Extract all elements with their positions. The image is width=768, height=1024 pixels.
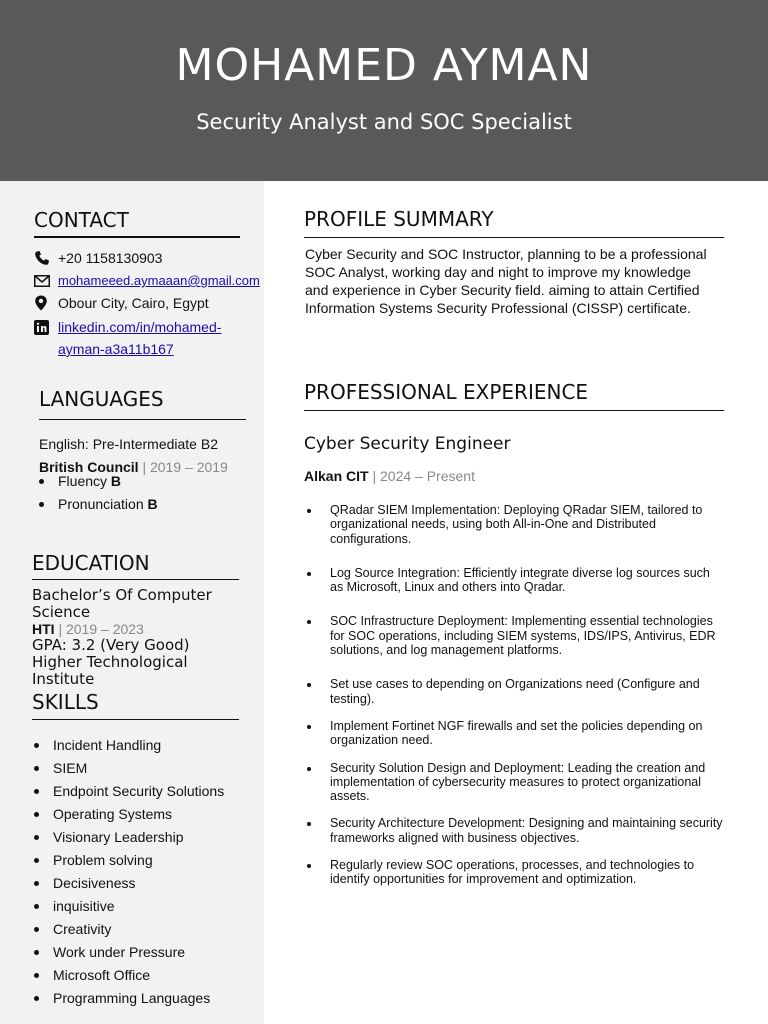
profile-line: SOC Analyst, working day and night to improve my knowledge (305, 264, 691, 280)
list-item: Creativity (34, 918, 224, 941)
profile-summary (305, 245, 735, 317)
skills-list (34, 734, 224, 1010)
contact-heading: CONTACT (34, 208, 129, 232)
education-divider (32, 579, 239, 580)
language-skills-list (39, 470, 158, 516)
contact-linkedin (34, 316, 221, 360)
experience-divider (304, 410, 724, 411)
resume-header (0, 0, 768, 181)
languages-heading: LANGUAGES (39, 387, 164, 411)
degree-line2: Science (32, 603, 91, 621)
education-school (32, 621, 257, 637)
linkedin-link-line2[interactable]: ayman-a3a11b167 (58, 341, 174, 357)
candidate-name: MOHAMED AYMAN (175, 40, 593, 91)
profile-line: Information Systems Security Professional (CISSP) certificate. (305, 300, 691, 316)
school-name: HTI (32, 621, 55, 637)
list-item: Work under Pressure (34, 941, 224, 964)
role-dates: | 2024 – Present (368, 468, 475, 484)
profile-heading: PROFILE SUMMARY (304, 207, 494, 231)
list-item: Endpoint Security Solutions (34, 780, 224, 803)
list-item: Pronunciation B (39, 493, 158, 516)
list-item: Set use cases to depending on Organizations need (Configure and testing). (304, 677, 736, 706)
envelope-icon (34, 270, 52, 292)
profile-line: Cyber Security and SOC Instructor, planning to be a professional (305, 246, 707, 262)
education-entry (32, 586, 257, 688)
list-item: Incident Handling (34, 734, 224, 757)
institute-line2: Institute (32, 670, 95, 688)
skills-divider (32, 719, 239, 720)
phone-number: +20 1158130903 (58, 250, 163, 266)
list-item: Security Architecture Development: Designing and maintaining security frameworks aligned with business objectives. (304, 816, 736, 845)
languages-divider (39, 419, 246, 420)
list-item: Security Solution Design and Deployment: Leading the creation and implementation of cybersecurity measures to protect organizational assets. (304, 761, 736, 804)
list-item: SOC Infrastructure Deployment: Implementing essential technologies for SOC operations, including SIEM systems, IDS/IPS, Antivirus, EDR solutions, and log management platforms. (304, 614, 736, 657)
list-item: Log Source Integration: Efficiently integrate diverse log sources such as Microsoft, Linux and others into Qradar. (304, 566, 736, 595)
linkedin-link-line1[interactable]: linkedin.com/in/mohamed- (58, 319, 222, 335)
degree-line1: Bachelor’s Of Computer (32, 586, 212, 604)
contact-email (34, 270, 260, 292)
list-item: QRadar SIEM Implementation: Deploying QRadar SIEM, tailored to organizational needs, using both All-in-One and Distributed configurations. (304, 503, 736, 546)
experience-bullets (304, 503, 736, 887)
list-item: Implement Fortinet NGF firewalls and set the policies depending on organization need. (304, 719, 736, 748)
list-item: Fluency B (39, 470, 158, 493)
list-item: SIEM (34, 757, 224, 780)
provider-name: British Council (39, 459, 139, 475)
list-item: Operating Systems (34, 803, 224, 826)
profile-line: and experience in Cyber Security field. aiming to attain Certified (305, 282, 700, 298)
list-item: Programming Languages (34, 987, 224, 1010)
education-gpa: GPA: 3.2 (Very Good) (32, 636, 190, 654)
role-title: Cyber Security Engineer (304, 434, 511, 454)
list-item: Visionary Leadership (34, 826, 224, 849)
contact-location (34, 292, 209, 314)
institute-line1: Higher Technological (32, 653, 188, 671)
list-item: Problem solving (34, 849, 224, 872)
list-item: Microsoft Office (34, 964, 224, 987)
phone-icon (34, 247, 52, 269)
role-company (304, 467, 475, 485)
list-item: inquisitive (34, 895, 224, 918)
email-link[interactable]: mohameeed.aymaaan@gmail.com (58, 273, 260, 288)
education-dates: | 2019 – 2023 (54, 621, 144, 637)
education-heading: EDUCATION (32, 551, 150, 575)
linkedin-icon (34, 316, 52, 338)
contact-phone (34, 247, 162, 269)
list-item: Regularly review SOC operations, processes, and technologies to identify opportunities for improvement and optimization. (304, 858, 736, 887)
provider-dates: | 2019 – 2019 (138, 459, 228, 475)
job-title: Security Analyst and SOC Specialist (196, 110, 572, 134)
contact-divider (34, 236, 240, 238)
experience-heading: PROFESSIONAL EXPERIENCE (304, 380, 589, 404)
english-level: English: Pre-Intermediate B2 (39, 436, 218, 452)
map-pin-icon (34, 292, 52, 314)
profile-divider (304, 237, 724, 238)
list-item: Decisiveness (34, 872, 224, 895)
company-name: Alkan CIT (304, 468, 369, 484)
skills-heading: SKILLS (32, 690, 99, 714)
location-text: Obour City, Cairo, Egypt (58, 295, 209, 311)
